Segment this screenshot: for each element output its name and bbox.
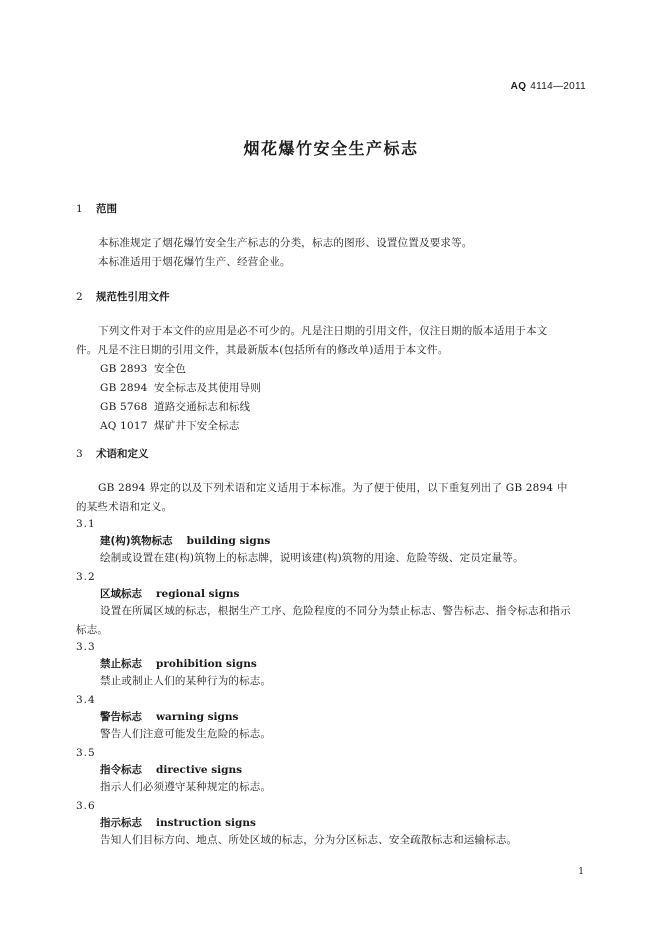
section-1-heading [76,204,117,215]
section-title: 术语和定义 [96,448,149,460]
term-number: 3.6 [76,800,96,812]
document-title: 烟花爆竹安全生产标志 [243,139,419,158]
term-definition: 设置在所属区域的标志，根据生产工序、危险程度的不同分为禁止标志、警告标志、指令标志和指示 [100,605,571,617]
term-zh: 区域标志 [100,588,142,600]
reference-code: GB 2893 [100,363,148,375]
section-number: 2 [76,291,83,303]
section-number: 1 [76,203,83,215]
term-zh: 指示标志 [100,817,142,829]
term-en: warning signs [156,711,239,723]
reference-name: 煤矿井下安全标志 [154,420,240,432]
standard-number: 4114—2011 [530,81,586,92]
paragraph: 下列文件对于本文件的应用是必不可少的。凡是注日期的引用文件，仅注日期的版本适用于本文 [98,325,548,337]
term-definition: 绘制或设置在建(构)筑物上的标志牌，说明该建(构)筑物的用途、危险等级、定员定量等。 [100,552,524,564]
term-definition: 警告人们注意可能发生危险的标志。 [100,728,272,740]
term-en: building signs [186,535,271,547]
term-heading [100,712,238,723]
reference-item [100,383,261,394]
standard-prefix: AQ [510,81,527,92]
term-zh: 禁止标志 [100,658,142,670]
section-2-heading [76,292,170,303]
term-en: regional signs [156,588,240,600]
reference-item [100,421,240,432]
standard-code [511,82,586,92]
reference-name: 道路交通标志和标线 [154,401,251,413]
reference-name: 安全标志及其使用导则 [154,382,261,394]
term-en: instruction signs [156,817,256,829]
term-zh: 指令标志 [100,764,142,776]
reference-code: GB 2894 [100,382,148,394]
section-title: 规范性引用文件 [96,291,170,303]
section-number: 3 [76,448,83,460]
paragraph: 本标准适用于烟花爆竹生产、经营企业。 [98,256,291,268]
term-number: 3.1 [76,518,96,530]
paragraph-continued: 件。凡是不注日期的引用文件，其最新版本(包括所有的修改单)适用于本文件。 [76,344,449,356]
term-number: 3.5 [76,747,96,759]
term-heading [100,765,242,776]
term-definition: 禁止或制止人们的某种行为的标志。 [100,675,272,687]
section-3-heading [76,449,149,460]
term-number: 3.4 [76,694,96,706]
page-number: 1 [578,867,584,877]
reference-item [100,402,250,413]
term-definition-continued: 标志。 [76,624,109,636]
term-heading [100,818,256,829]
term-en: directive signs [156,764,242,776]
term-number: 3.2 [76,571,96,583]
term-number: 3.3 [76,641,96,653]
reference-code: GB 5768 [100,401,148,413]
term-heading [100,589,239,600]
section-title: 范围 [96,203,117,215]
term-zh: 警告标志 [100,711,142,723]
paragraph: 本标准规定了烟花爆竹安全生产标志的分类，标志的图形、设置位置及要求等。 [98,237,473,249]
term-en: prohibition signs [156,658,257,670]
paragraph-continued: 的某些术语和定义。 [76,501,173,513]
reference-name: 安全色 [154,363,187,375]
paragraph: GB 2894 界定的以及下列术语和定义适用于本标准。为了便于使用，以下重复列出了 GB 2894 中 [98,482,568,494]
term-definition: 告知人们目标方向、地点、所处区域的标志，分为分区标志、安全疏散标志和运输标志。 [100,834,518,846]
term-heading [100,659,257,670]
reference-item [100,364,186,375]
term-zh: 建(构)筑物标志 [100,535,173,547]
term-definition: 指示人们必须遵守某种规定的标志。 [100,781,272,793]
reference-code: AQ 1017 [100,420,148,432]
term-heading [100,536,270,547]
